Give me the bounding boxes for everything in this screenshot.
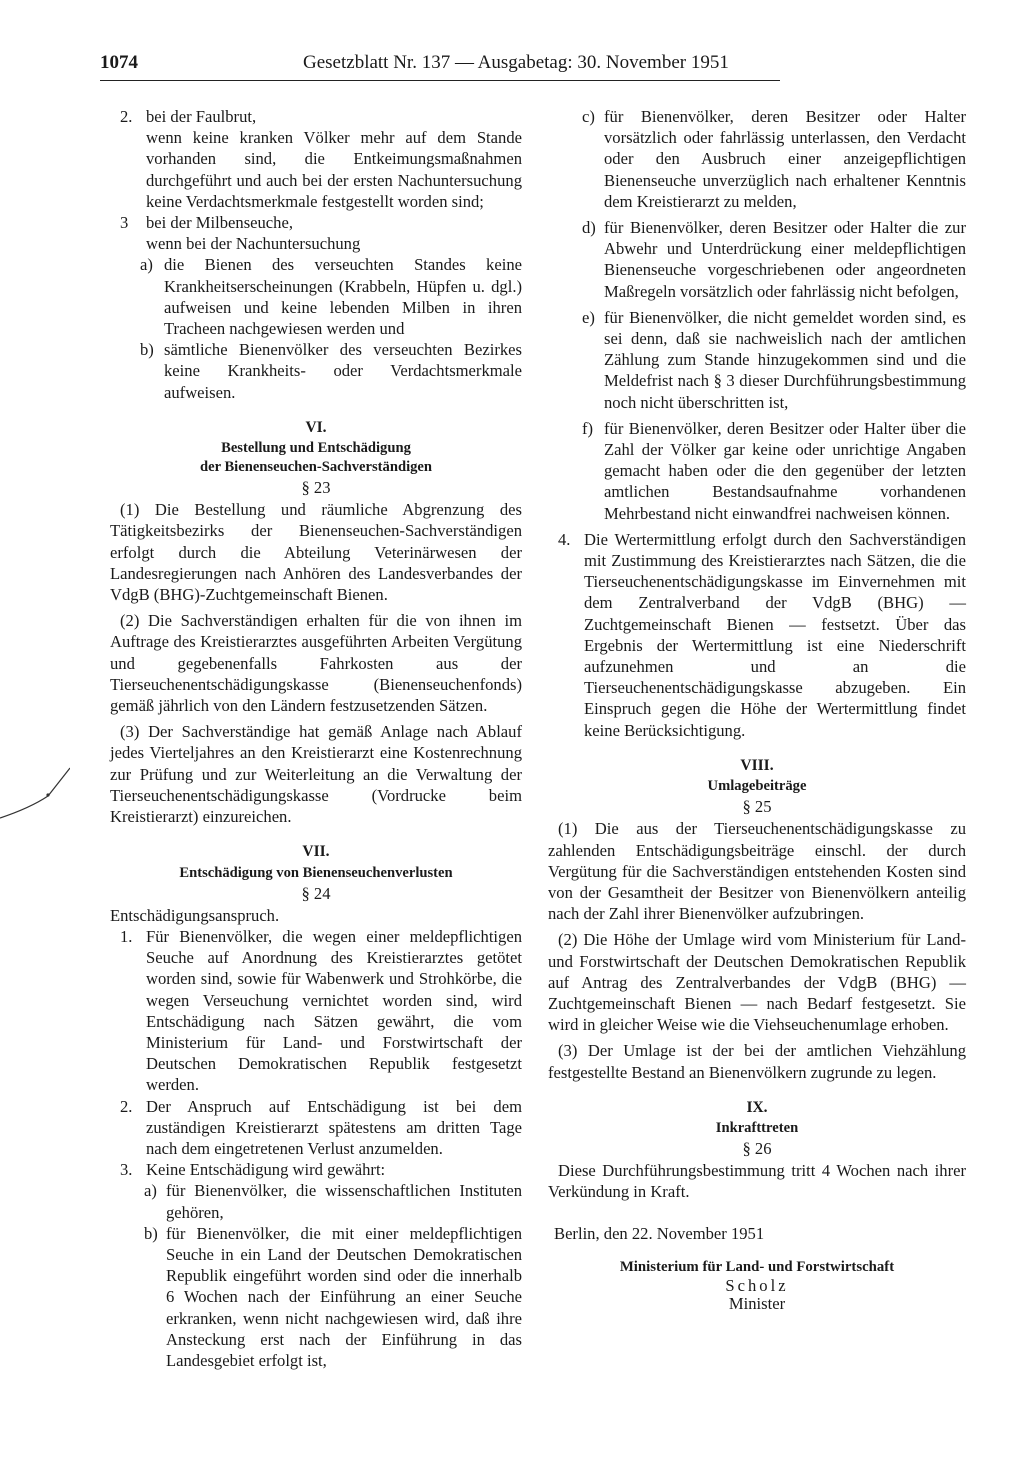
ministry-name: Ministerium für Land- und Forstwirtschaft — [619, 1258, 895, 1275]
sub-item-c — [548, 106, 966, 212]
list-item-2 — [110, 106, 522, 212]
sub-marker: f) — [582, 418, 594, 438]
sub-marker: d) — [582, 218, 596, 238]
paragraph: (1) Die aus der Tierseuchenentschädigungskasse zu zahlenden Entschädigungsbeiträge einschl. der durch Vergütung für die Sachverständigen entstehenden Kosten sind von der Gesamtheit der Besitzer von Bienenvölkern anteilig nach der Zahl ihrer Bienenvölker aufzubringen. — [548, 819, 966, 924]
header-title: Gesetzblatt Nr. 137 — Ausgabetag: 30. November 1951 — [303, 52, 729, 73]
paragraph: (3) Der Umlage ist der bei der amtlichen Viehzählung festgestellte Bestand an Bienenvölkern zugrunde zu legen. — [548, 1041, 966, 1082]
section-intro: Entschädigungsanspruch. — [110, 905, 280, 925]
list-item-3 — [110, 212, 522, 254]
sub-text: für Bienenvölker, deren Besitzer oder Halter die zur Abwehr und Unterdrückung einer meldepflichtigen Bienenseuche vorgeschriebenen oder angeordneten Maßregeln vorsätzlich oder fahrlässig nicht befolgen, — [604, 218, 966, 301]
sub-text: sämtliche Bienenvölker des verseuchten Bezirkes keine Krankheits- oder Verdachtsmerkmale aufweisen. — [164, 340, 522, 402]
paragraph-sign: § 25 — [742, 797, 772, 817]
sub-marker: a) — [140, 255, 153, 275]
page-header — [100, 50, 780, 81]
item-marker: 3. — [120, 1160, 133, 1180]
item-lead: bei der Milbenseuche, — [146, 213, 293, 233]
sub-marker: c) — [582, 107, 595, 126]
left-column — [110, 106, 522, 1371]
sub-text: für Bienenvölker, deren Besitzer oder Halter vorsätzlich oder fahrlässig unterlassen, den Verdacht oder den Ausbruch einer anzeigepflichtigen Bienenseuche unverzüglich nach erhaltener Kenntnis dem Kreistierarzt zu melden, — [604, 107, 966, 211]
sub-marker: b) — [144, 1223, 158, 1243]
item-marker: 4. — [558, 529, 571, 549]
sub-item-a — [110, 254, 522, 339]
section-number: VII. — [302, 843, 330, 861]
section-number: IX. — [746, 1098, 768, 1116]
sub-item-a — [110, 1180, 522, 1222]
item-marker: 2. — [120, 107, 133, 126]
sub-text: für Bienenvölker, die mit einer meldepflichtigen Seuche in ein Land der Deutschen Demokratischen Republik eingeführt worden sind oder die innerhalb 6 Wochen nach der Einführung an einer Seuche erkranken, wenn nicht nachgewiesen wird, daß ihre Ansteckung erst nach der Einführung in das Landesgebiet erfolgt ist, — [166, 1223, 522, 1370]
signer-role: Minister — [728, 1293, 786, 1313]
pen-mark-decoration — [0, 760, 70, 830]
page-number: 1074 — [100, 52, 138, 73]
item-text: Keine Entschädigung wird gewährt: — [146, 1160, 386, 1180]
item-text: Die Wertermittlung erfolgt durch den Sachverständigen mit Zustimmung des Kreistierarztes nach Sätzen, die die Tierseuchenentschädigungskasse im Einvernehmen mit dem Zentralverband der VdgB (BHG) — Zuchtgemeinschaft Bienen — festsetzt. Über das Ergebnis der Wertermittlung ist eine Niederschrift aufzunehmen und an die Tierseuchenentschädigungskasse abzugeben. Ein Einspruch gegen die Höhe der Wertermittlung findet keine Berücksichtigung. — [584, 529, 966, 740]
paragraph: (2) Die Höhe der Umlage wird vom Ministerium für Land- und Forstwirtschaft der Deutschen Demokratischen Republik auf Antrag des Zentralverbandes der VdgB (BHG) — Zuchtgemeinschaft Bienen — nach Bedarf festgesetzt. Sie wird in gleicher Weise wie die Viehseuchenumlage erhoben. — [548, 930, 966, 1035]
sub-marker: a) — [144, 1181, 157, 1201]
section-title: Entschädigung von Bienenseuchenverlusten — [179, 864, 453, 881]
sub-item-f — [548, 418, 966, 524]
list-item-1 — [110, 926, 522, 1096]
item-lead: bei der Faulbrut, — [146, 107, 257, 126]
sub-item-b — [110, 339, 522, 403]
sub-text: für Bienenvölker, die nicht gemeldet worden sind, es sei denn, daß sie nachweislich nach der amtlichen Zählung zum Stande hinzugekommen sind und die Meldefrist nach § 3 dieser Durchführungsbestimmung noch nicht überschritten ist, — [604, 307, 966, 412]
paragraph: Diese Durchführungsbestimmung tritt 4 Wochen nach ihrer Verkündung in Kraft. — [548, 1161, 966, 1202]
sub-text: die Bienen des verseuchten Standes keine Krankheitserscheinungen (Krabbeln, Hüpfen u. dgl.) aufweisen und keine lebenden Milben in ihren Tracheen nachgewiesen werden und — [164, 255, 522, 339]
item-text: Der Anspruch auf Entschädigung ist bei dem zuständigen Kreistierarzt spätestens am dritten Tage nach dem eingetretenen Verlust anzumelden. — [146, 1096, 522, 1158]
section-title: Inkrafttreten — [715, 1119, 799, 1136]
item-marker: 1. — [120, 926, 133, 946]
sub-item-e — [548, 307, 966, 413]
list-item-2 — [110, 1096, 522, 1160]
sub-text: für Bienenvölker, die wissenschaftlichen Instituten gehören, — [166, 1181, 522, 1222]
section-number: VI. — [305, 418, 327, 436]
sub-item-d — [548, 217, 966, 302]
section-title: der Bienenseuchen-Sachverständigen — [199, 459, 433, 476]
paragraph-sign: § 26 — [742, 1138, 772, 1158]
sub-marker: e) — [582, 307, 595, 327]
sub-text: für Bienenvölker, deren Besitzer oder Halter über die Zahl der Völker gar keine oder unrichtige Angaben gemacht haben oder die den gegenüber der letzten amtlichen Bestandsaufnahme vorhandenen Mehrbestand nicht einwandfrei nachweisen können. — [604, 418, 966, 523]
paragraph: (2) Die Sachverständigen erhalten für die von ihnen im Auftrage des Kreistierarztes ausgeführten Arbeiten Vergütung und gegebenenfalls Fahrkosten aus der Tierseuchenentschädigungskasse (Bienenseuchenfonds) gemäß jährlich von den Ländern festzusetzenden Sätzen. — [110, 611, 522, 716]
sub-marker: b) — [140, 340, 154, 360]
place-date: Berlin, den 22. November 1951 — [554, 1223, 765, 1243]
section-number: VIII. — [740, 756, 774, 774]
item-marker: 2. — [120, 1096, 133, 1116]
signoff-block — [548, 1223, 966, 1313]
list-item-3 — [110, 1159, 522, 1180]
list-item-4 — [548, 529, 966, 741]
section-title: Umlagebeiträge — [707, 778, 807, 795]
item-marker: 3 — [120, 213, 129, 233]
paragraph-sign: § 24 — [301, 883, 331, 903]
item-text: wenn keine kranken Völker mehr auf dem Stande vorhanden sind, die Entkeimungsmaßnahmen durchgeführt und auch bei der ersten Nachuntersuchung keine Verdachtsmerkmale festgestellt worden sind; — [146, 128, 522, 211]
paragraph: (3) Der Sachverständige hat gemäß Anlage nach Ablauf jedes Vierteljahres an den Kreistierarzt eine Kostenrechnung zur Prüfung und zur Weiterleitung an die Verwaltung der Tierseuchenentschädigungskasse (Vordrucke beim Kreistierarzt) einzureichen. — [110, 722, 522, 827]
paragraph-sign: § 23 — [301, 478, 331, 498]
paragraph: (1) Die Bestellung und räumliche Abgrenzung des Tätigkeitsbezirks der Bienenseuchen-Sachverständigen erfolgt durch die Abteilung Veterinärwesen der Landesregierungen nach Anhören des Landesverbandes der VdgB (BHG)-Zuchtgemeinschaft Bienen. — [110, 500, 522, 605]
right-column — [548, 106, 966, 1313]
item-text: wenn bei der Nachuntersuchung — [146, 234, 361, 254]
sub-item-b — [110, 1223, 522, 1371]
item-text: Für Bienenvölker, die wegen einer meldepflichtigen Seuche auf Anordnung des Kreistierarztes getötet worden sind, sowie für Wabenwerk und Strohkörbe, die wegen Verseuchung vernichtet worden sind, wird Entschädigung nach Sätzen gewährt, die vom Ministerium für Land- und Forstwirtschaft der Deutschen Demokratischen Republik festgesetzt werden. — [146, 926, 522, 1095]
section-title: Bestellung und Entschädigung — [221, 440, 411, 457]
signer-name: Scholz — [725, 1275, 789, 1295]
